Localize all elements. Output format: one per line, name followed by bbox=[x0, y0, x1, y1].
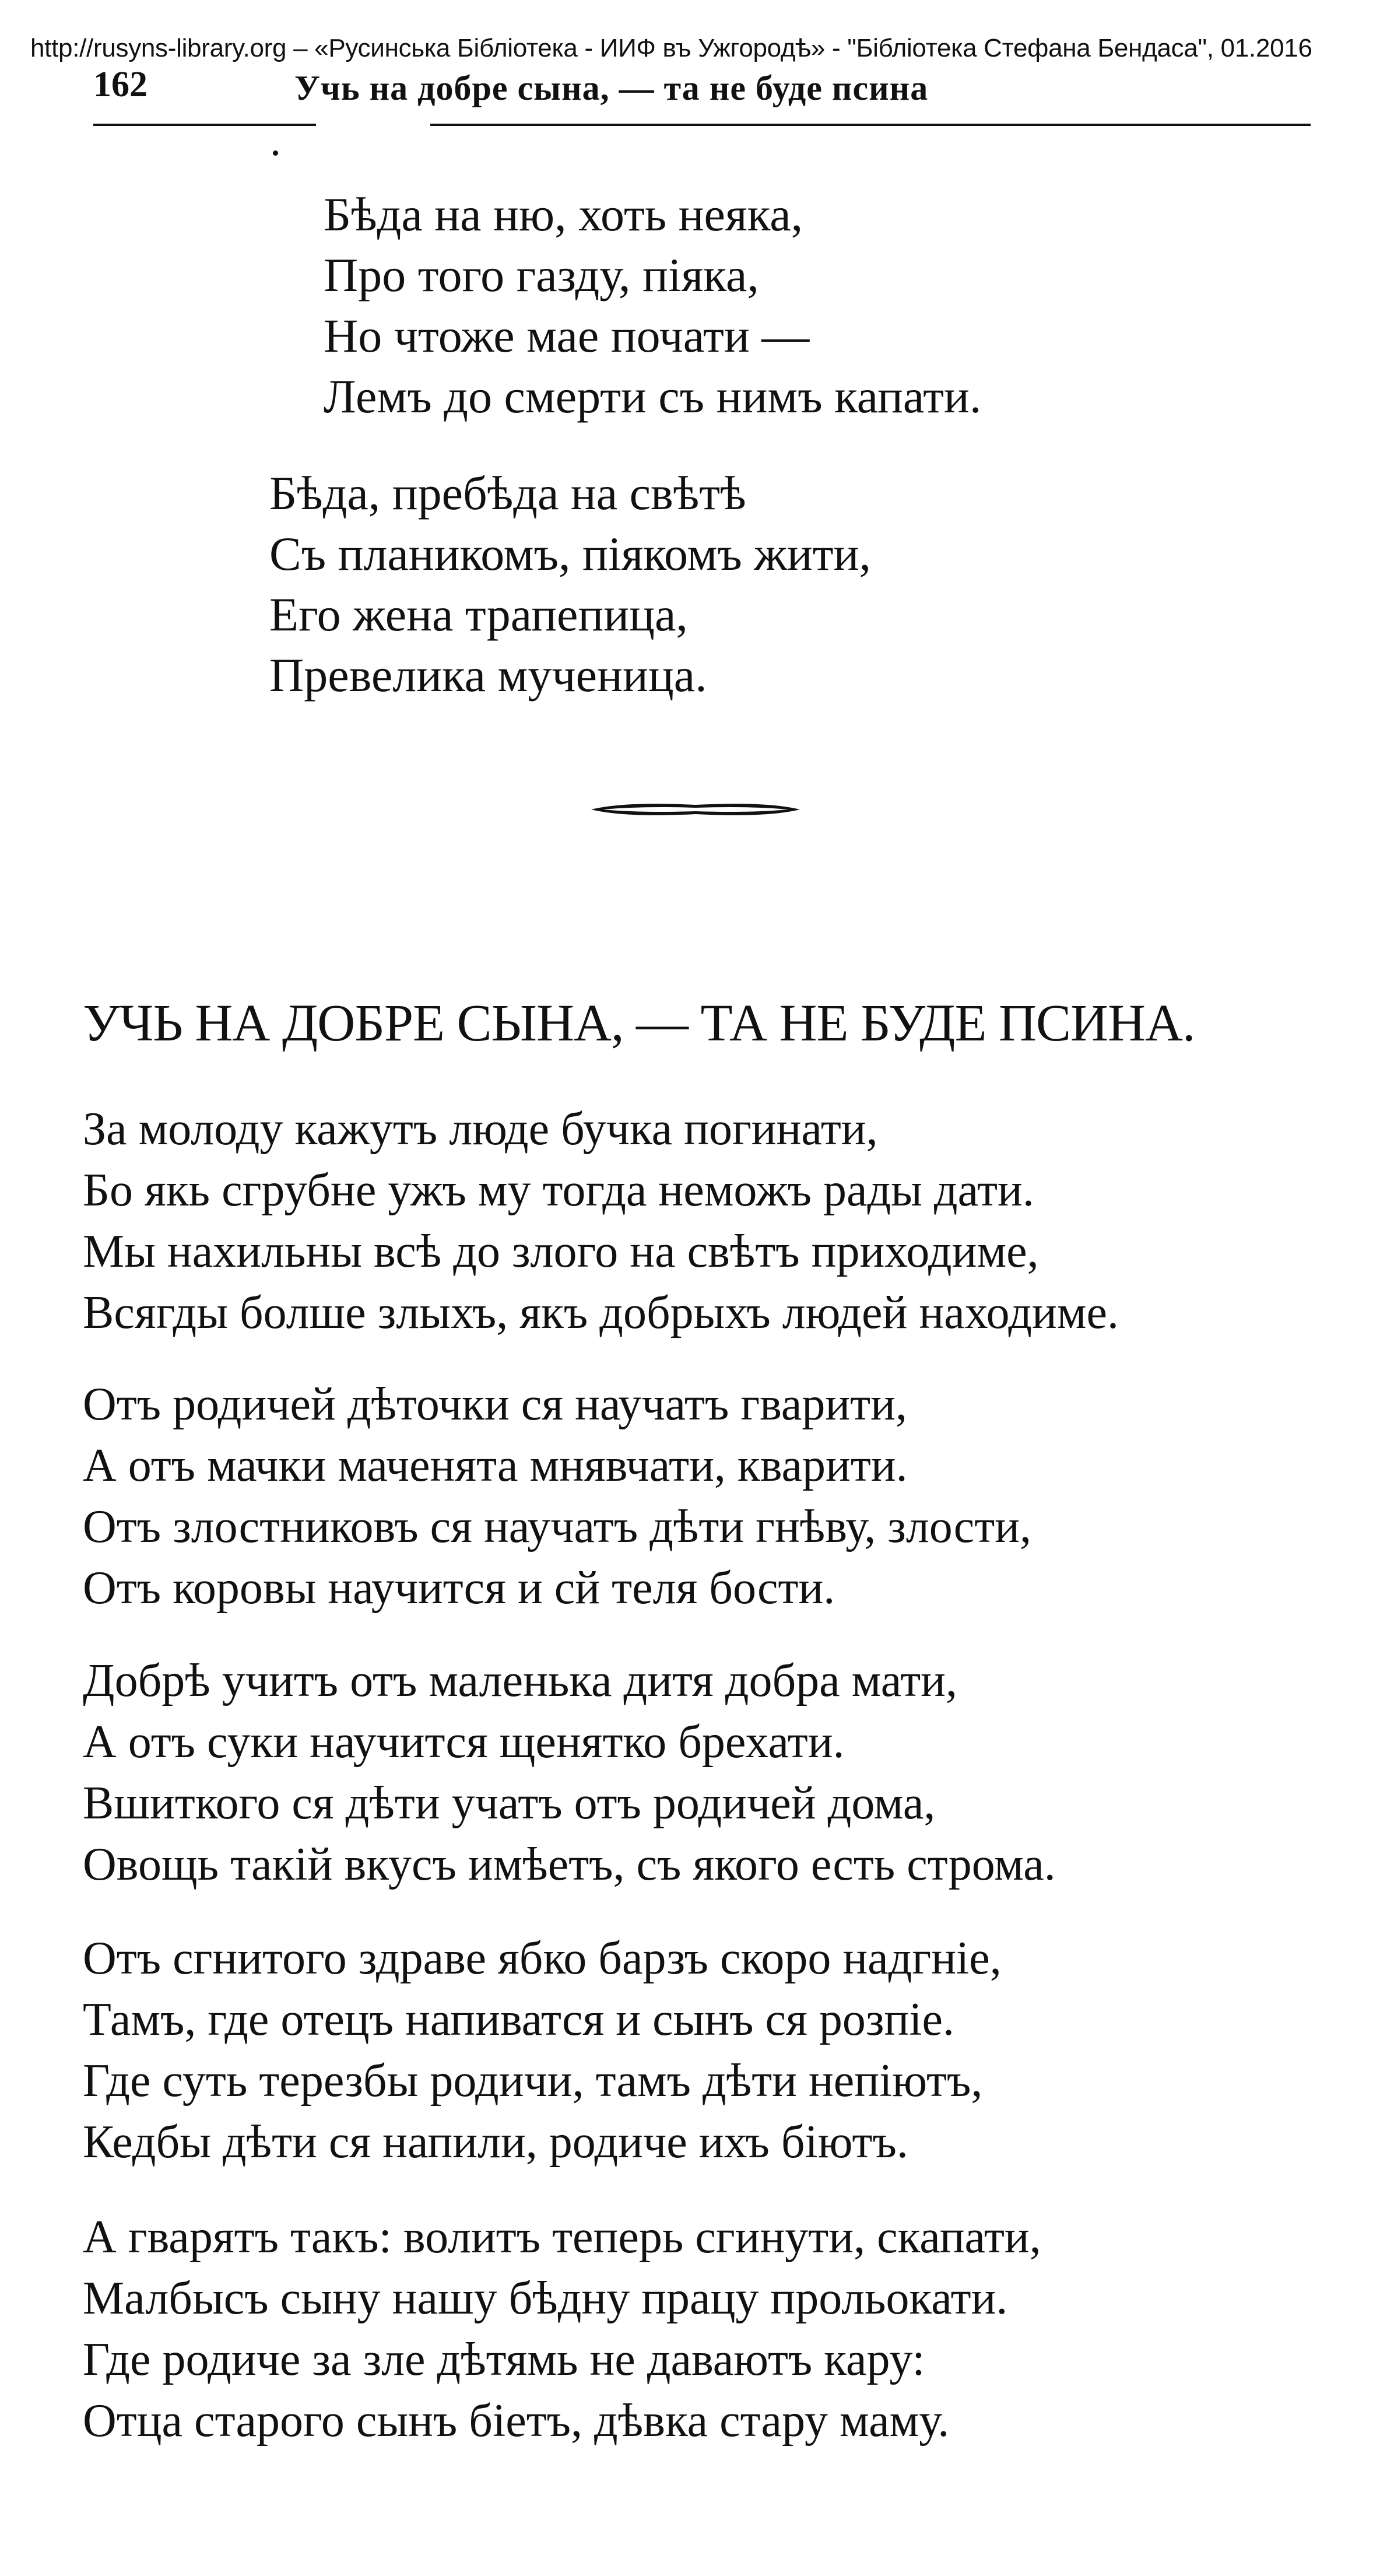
verse-line: Бѣда на ню, хоть неяка, bbox=[324, 188, 803, 241]
verse-line: Но чтоже мае почати — bbox=[324, 309, 810, 362]
verse-line: Отца старого сынъ біетъ, дѣвка стару маму. bbox=[83, 2395, 950, 2447]
verse-line: А гварятъ такъ: волитъ теперь сгинути, скапати, bbox=[83, 2211, 1041, 2263]
verse-line: Отъ коровы научится и сй теля бости. bbox=[83, 1562, 835, 1614]
poem2-stanza bbox=[83, 1928, 1002, 2173]
verse-line: Про того газду, піяка, bbox=[324, 248, 759, 302]
header-rule-right bbox=[430, 124, 1311, 126]
verse-line: Всягды болше злыхъ, якъ добрыхъ людей находиме. bbox=[83, 1287, 1119, 1338]
stray-dot bbox=[273, 150, 278, 156]
verse-line: А отъ суки научится щенятко брехати. bbox=[83, 1716, 845, 1768]
verse-line: Съ планикомъ, піякомъ жити, bbox=[269, 527, 872, 580]
poem2-stanza bbox=[83, 1374, 1031, 1619]
verse-line: Малбысъ сыну нашу бѣдну працу прольокати. bbox=[83, 2273, 1008, 2324]
poem1-stanza bbox=[324, 184, 981, 427]
poem-title: УЧЬ НА ДОБРЕ СЫНА, — ТА НЕ БУДЕ ПСИНА. bbox=[83, 994, 1195, 1052]
poem2-stanza bbox=[83, 1650, 1056, 1895]
verse-line: Его жена трапепица, bbox=[269, 588, 688, 641]
verse-line: Лемъ до смерти съ нимъ капати. bbox=[324, 370, 982, 423]
verse-line: Бѣда, пребѣда на свѣтѣ bbox=[269, 467, 746, 520]
verse-line: Превелика мученица. bbox=[269, 649, 707, 702]
double-line-flourish-icon bbox=[589, 798, 802, 821]
source-url-line: http://rusyns-library.org – «Русинська Бібліотека - ИИФ въ Ужгородѣ» - "Бібліотека Стефана Бендаса", 01.2016 bbox=[30, 34, 1312, 62]
verse-line: Вшиткого ся дѣти учатъ отъ родичей дома, bbox=[83, 1778, 936, 1829]
running-head: Учь на добре сына, — та не буде псина bbox=[294, 69, 929, 107]
verse-line: За молоду кажутъ люде бучка погинати, bbox=[83, 1103, 878, 1155]
verse-line: Отъ родичей дѣточки ся научатъ гварити, bbox=[83, 1379, 907, 1430]
verse-line: Овощь такій вкусъ имѣетъ, съ якого есть строма. bbox=[83, 1839, 1056, 1890]
verse-line: Мы нахильны всѣ до злого на свѣтъ приходиме, bbox=[83, 1226, 1039, 1277]
verse-line: Отъ злостниковъ ся научатъ дѣти гнѣву, злости, bbox=[83, 1501, 1032, 1552]
verse-line: Где родиче за зле дѣтямь не даваютъ кару: bbox=[83, 2334, 925, 2385]
verse-line: Кедбы дѣти ся напили, родиче ихъ біютъ. bbox=[83, 2116, 908, 2168]
verse-line: Бо якь сгрубне ужъ му тогда неможъ рады дати. bbox=[83, 1165, 1034, 1216]
header-rule-left bbox=[93, 124, 316, 126]
verse-line: А отъ мачки маченята мнявчати, кварити. bbox=[83, 1440, 908, 1491]
verse-line: Где суть терезбы родичи, тамъ дѣти непіютъ, bbox=[83, 2055, 983, 2107]
verse-line: Отъ сгнитого здраве ябко барзъ скоро надгніе, bbox=[83, 1933, 1002, 1984]
poem2-stanza bbox=[83, 1099, 1119, 1344]
verse-line: Тамъ, где отецъ напиватся и сынъ ся розпіе. bbox=[83, 1994, 954, 2045]
verse-line: Добрѣ учитъ отъ маленька дитя добра мати, bbox=[83, 1655, 957, 1706]
poem2-stanza bbox=[83, 2207, 1041, 2452]
poem1-stanza bbox=[269, 463, 871, 706]
page-number: 162 bbox=[93, 65, 148, 104]
